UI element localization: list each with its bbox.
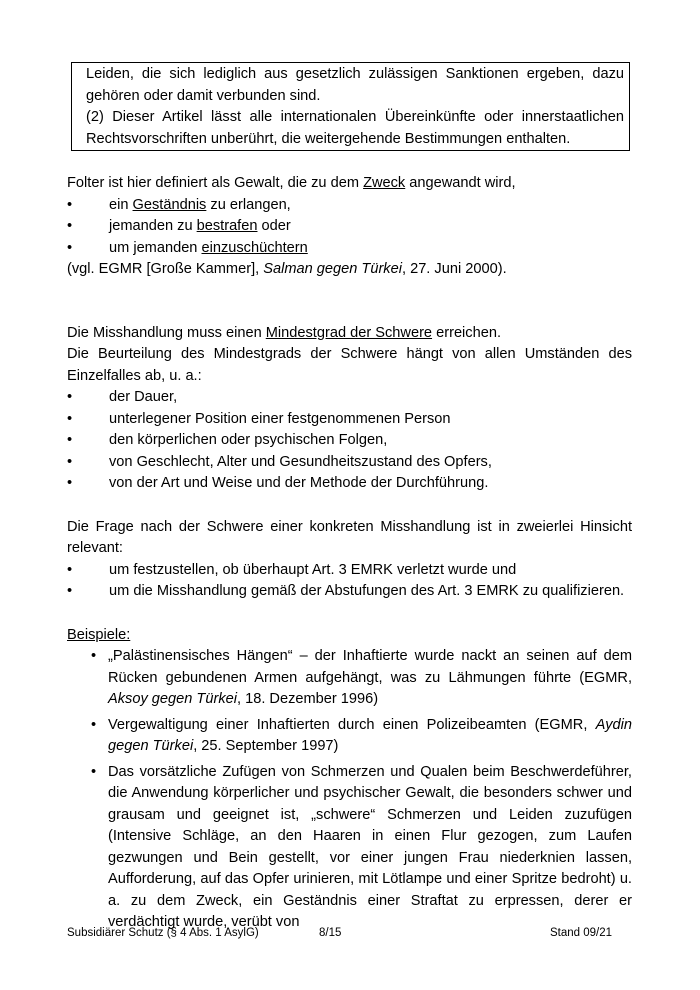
frage-list — [67, 560, 632, 603]
box-paragraph-2: (2) Dieser Artikel lässt alle internationalen Übereinkünfte oder innerstaatlichen Rechtsvorschriften unberührt, die weitergehende Bestimmungen enthalten. — [86, 109, 624, 147]
beispiele-list — [67, 646, 632, 934]
list-item: • um jemanden einzuschüchtern — [67, 238, 632, 260]
list-item: • von Geschlecht, Alter und Gesundheitszustand des Opfers, — [67, 452, 632, 474]
list-item: • um festzustellen, ob überhaupt Art. 3 EMRK verletzt wurde und — [67, 560, 632, 582]
schwere-paragraph: Die Beurteilung des Mindestgrads der Schwere hängt von allen Umständen des Einzelfalles ab, u. a.: — [67, 346, 632, 384]
folter-purpose-list — [67, 195, 632, 260]
page-content — [67, 62, 632, 938]
beispiele-heading: Beispiele: — [67, 626, 131, 643]
footer-page-number: 8/15 — [319, 927, 342, 939]
list-item: • um die Misshandlung gemäß der Abstufungen des Art. 3 EMRK zu qualifizieren. — [67, 581, 632, 603]
list-item: • unterlegener Position einer festgenommenen Person — [67, 409, 632, 431]
list-item: • ein Geständnis zu erlangen, — [67, 195, 632, 217]
list-item: • Vergewaltigung einer Inhaftierten durch einen Polizeibeamten (EGMR, Aydin gegen Türkei, 25. September 1997) — [67, 715, 632, 758]
list-item: • der Dauer, — [67, 387, 632, 409]
footer-date-stamp: Stand 09/21 — [549, 927, 612, 939]
schwere-criteria-list — [67, 387, 632, 495]
box-paragraph-1: Leiden, die sich lediglich aus gesetzlich zulässigen Sanktionen ergeben, dazu gehören oder damit verbunden sind. — [86, 66, 624, 104]
list-item: • „Palästinensisches Hängen“ – der Inhaftierte wurde nackt an seinen auf dem Rücken gebundenen Armen aufgehängt, was zu Lähmungen führte (EGMR, Aksoy gegen Türkei, 18. Dezember 1996) — [67, 646, 632, 711]
list-item: • von der Art und Weise und der Methode der Durchführung. — [67, 473, 632, 495]
quoted-law-box — [71, 62, 630, 151]
folter-intro: Folter ist hier definiert als Gewalt, die zu dem Zweck angewandt wird, — [67, 175, 516, 191]
list-item: • den körperlichen oder psychischen Folgen, — [67, 430, 632, 452]
underlined-term: Zweck — [363, 175, 406, 191]
footer-document-title: Subsidiärer Schutz (§ 4 Abs. 1 AsylG) — [67, 927, 259, 939]
list-item: • Das vorsätzliche Zufügen von Schmerzen und Qualen beim Beschwerdeführer, die Anwendung körperlicher und psychischer Gewalt, die besonders schwer und grausam und geeignet ist, „schwere“ Schmerzen und Leiden zuzufügen (Intensive Schläge, an den Haaren in einen Flur gezogen, zum Laufen gezwungen und Bein gestellt, vor einer jungen Frau niederknien lassen, Aufforderung, auf das Opfer urinieren, mit Lötlampe und einer Spritze bedroht) u. a. zu dem Zweck, ein Geständnis einer Straftat zu erpressen, derer er verdächtigt wurde, verübt von — [67, 762, 632, 934]
folter-citation: (vgl. EGMR [Große Kammer], Salman gegen Türkei, 27. Juni 2000). — [67, 261, 507, 277]
list-item: • jemanden zu bestrafen oder — [67, 216, 632, 238]
frage-paragraph: Die Frage nach der Schwere einer konkreten Misshandlung ist in zweierlei Hinsicht relevant: — [67, 518, 632, 556]
schwere-line: Die Misshandlung muss einen Mindestgrad der Schwere erreichen. — [67, 324, 501, 341]
